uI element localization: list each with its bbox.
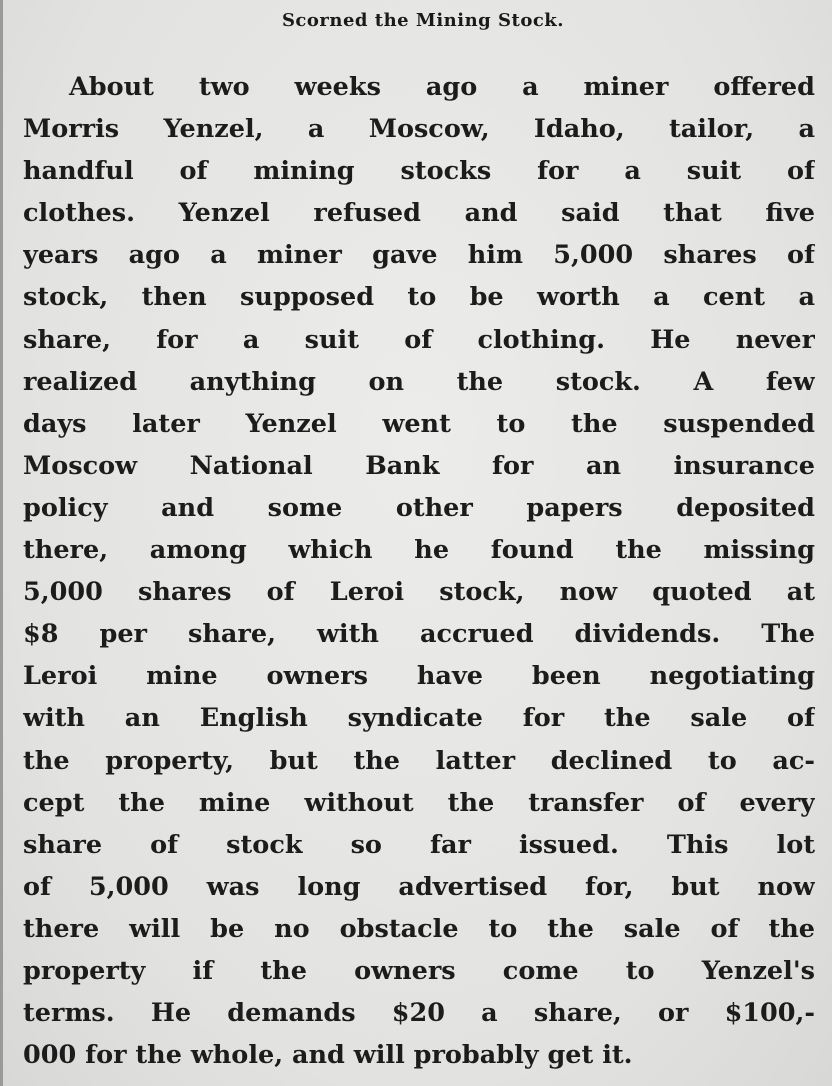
article-body	[23, 66, 815, 1076]
article-line: clothes. Yenzel refused and said that five	[23, 198, 815, 229]
article-headline: Scorned the Mining Stock.	[281, 10, 565, 31]
article-line: Moscow National Bank for an insurance	[23, 450, 815, 481]
article-line: Morris Yenzel, a Moscow, Idaho, tailor, a	[23, 114, 815, 145]
article-line: $8 per share, with accrued dividends. The	[23, 619, 815, 650]
article-line: with an English syndicate for the sale of	[23, 703, 815, 734]
article-line: share of stock so far issued. This lot	[23, 829, 815, 860]
article-line: there will be no obstacle to the sale of the	[23, 913, 815, 944]
article-line: the property, but the latter declined to ac-	[23, 745, 815, 776]
article-line: stock, then supposed to be worth a cent a	[23, 282, 815, 313]
article-line: 000 for the whole, and will probably get it.	[23, 1040, 633, 1071]
article-line: 5,000 shares of Leroi stock, now quoted at	[23, 577, 815, 608]
article-line: About two weeks ago a miner offered	[69, 72, 815, 102]
article-line: share, for a suit of clothing. He never	[23, 324, 815, 355]
article-line: Leroi mine owners have been negotiating	[23, 661, 815, 692]
article-line: policy and some other papers deposited	[23, 492, 815, 523]
article-line: of 5,000 was long advertised for, but now	[23, 871, 815, 902]
article-line: cept the mine without the transfer of every	[23, 787, 815, 818]
article-line: handful of mining stocks for a suit of	[23, 156, 815, 187]
article-line: realized anything on the stock. A few	[23, 366, 815, 397]
article-line: property if the owners come to Yenzel's	[23, 955, 815, 986]
article-line: there, among which he found the missing	[23, 535, 815, 566]
article-line: years ago a miner gave him 5,000 shares of	[23, 240, 815, 271]
article-line: terms. He demands $20 a share, or $100,-	[23, 998, 815, 1029]
article-line: days later Yenzel went to the suspended	[23, 408, 815, 439]
